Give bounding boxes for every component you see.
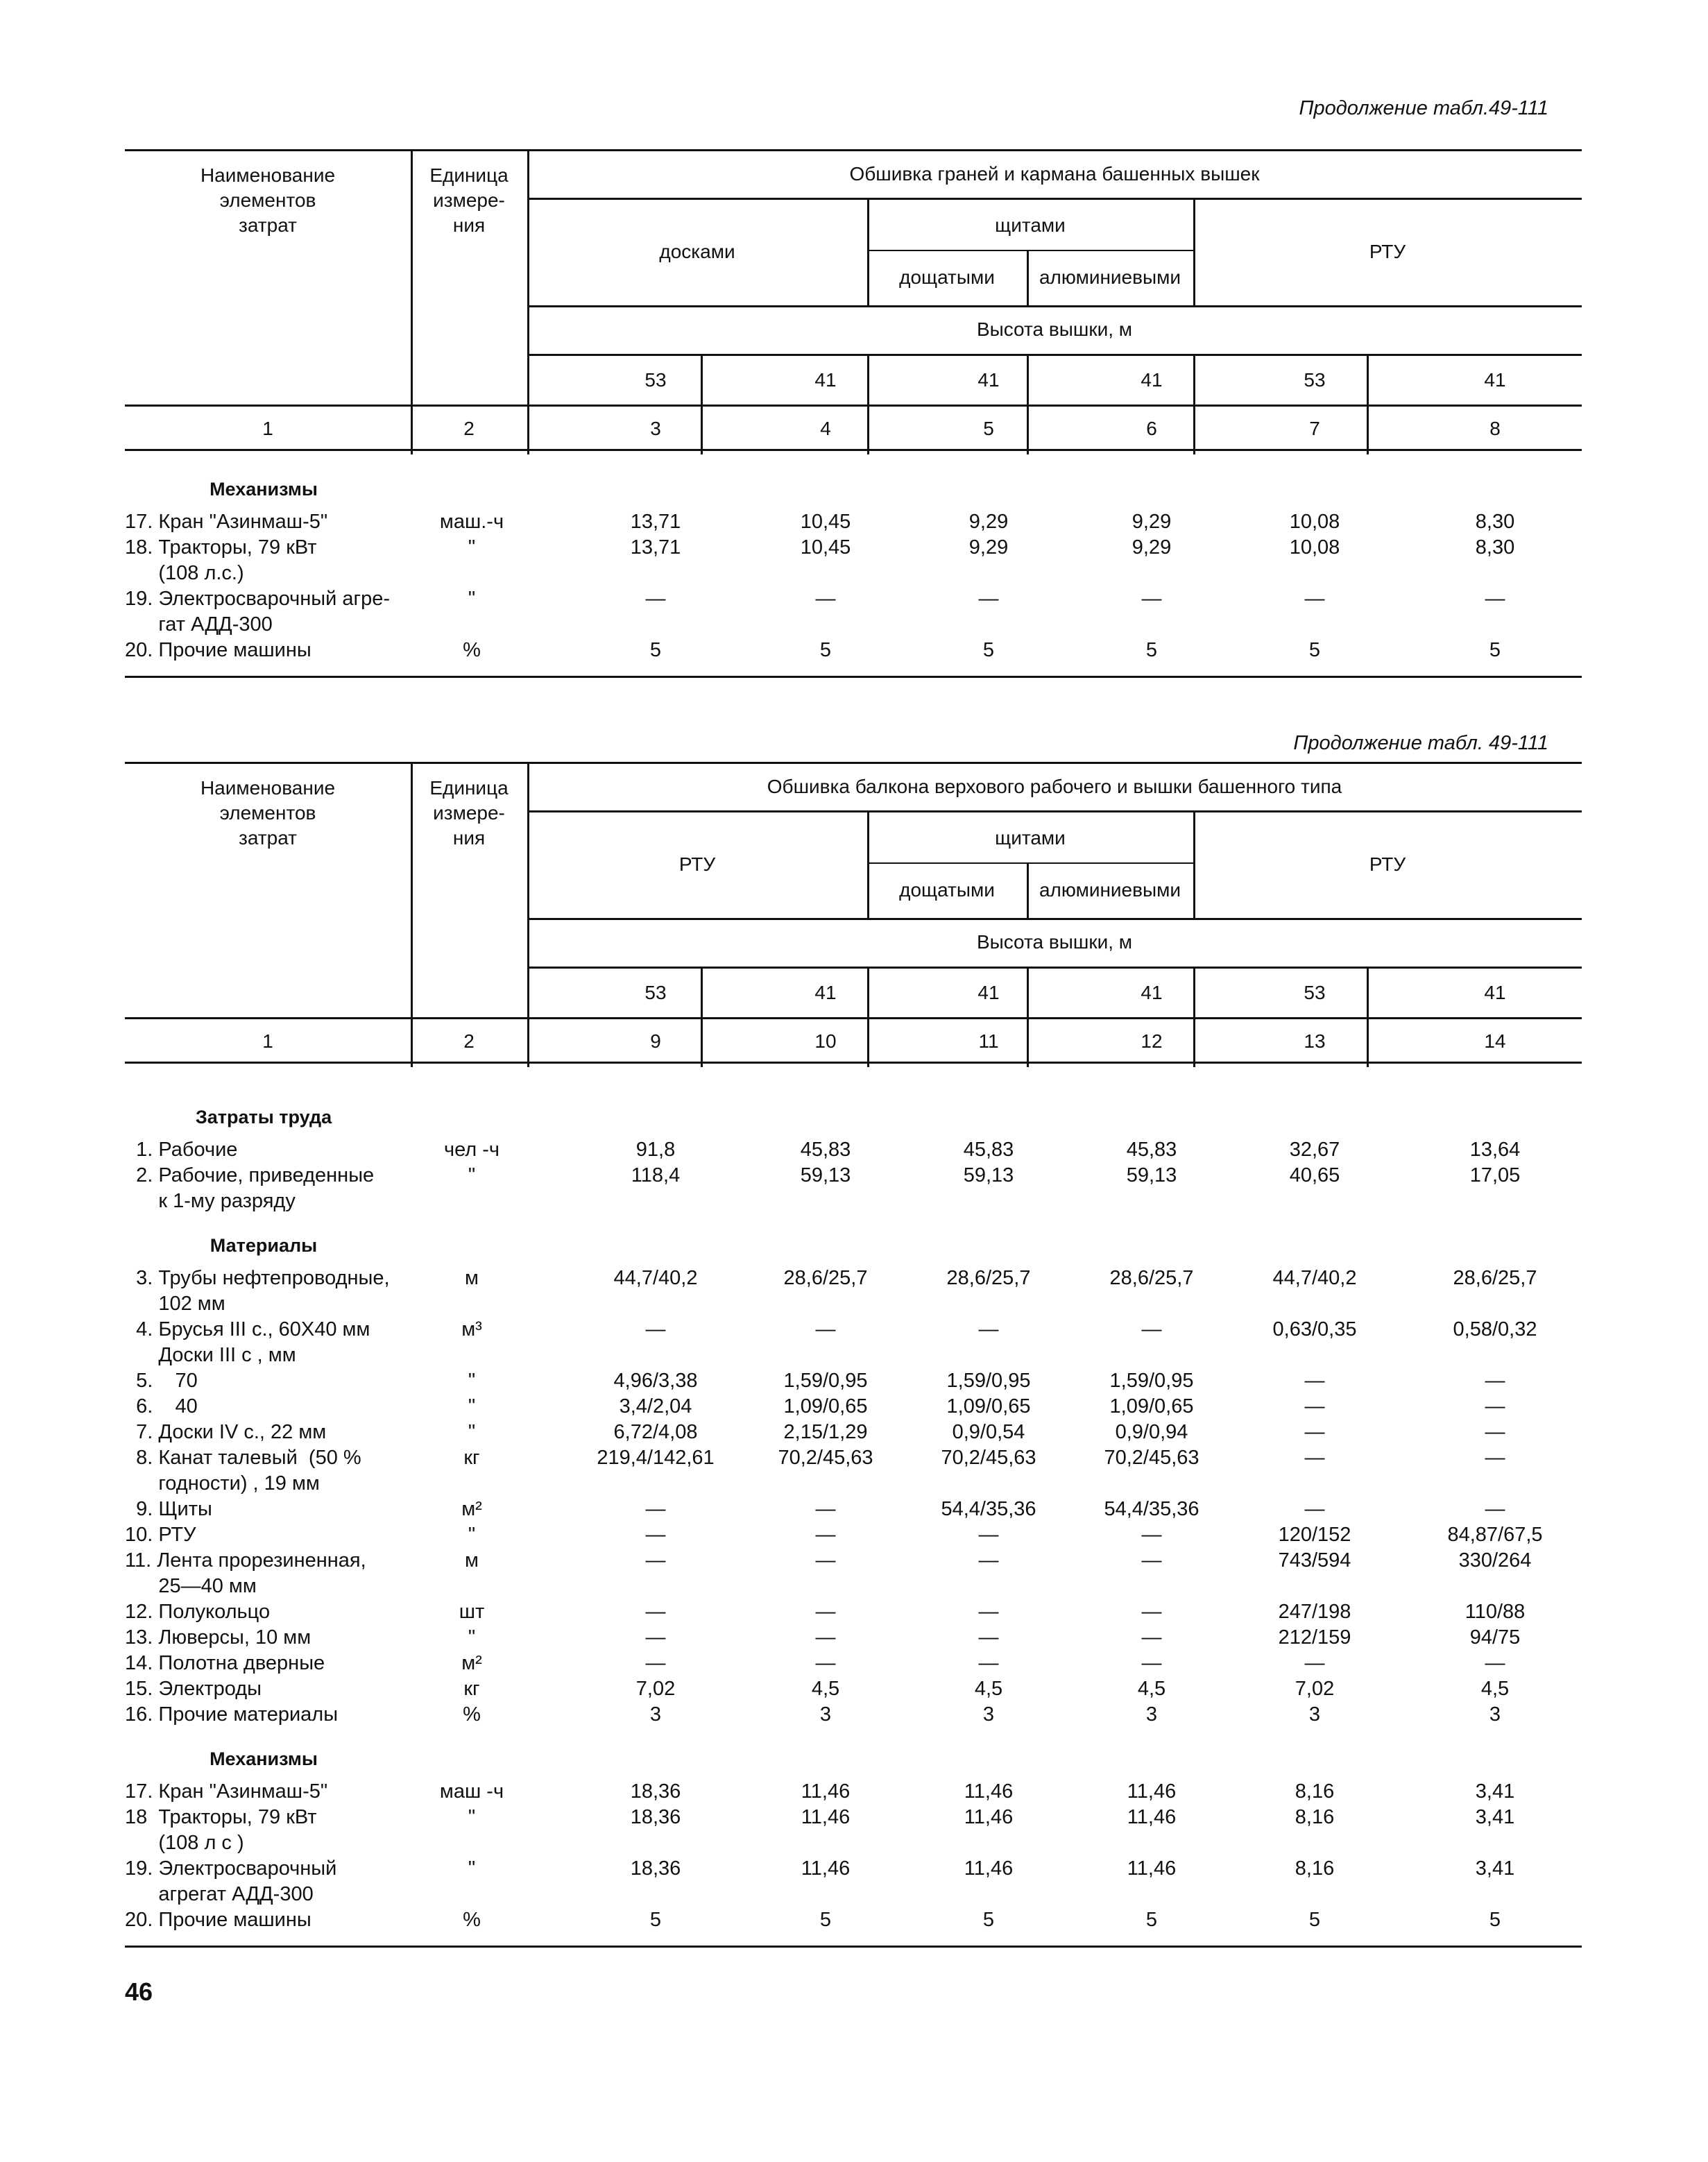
row-value: 1,09/0,65 (783, 1395, 868, 1418)
header-height-value: 53 (1304, 369, 1326, 391)
row-value: 13,71 (630, 511, 681, 533)
header-group-title: Обшивка балкона верхового рабочего и вышки башенного типа (767, 776, 1342, 797)
row-value: 4,96/3,38 (613, 1370, 698, 1392)
row-value: 743/594 (1278, 1549, 1351, 1572)
row-value: 9,29 (968, 536, 1009, 559)
row-value: 10,08 (1289, 536, 1340, 559)
row-name: 20. Прочие машины (125, 639, 311, 661)
row-value: 0,58/0,32 (1453, 1318, 1537, 1340)
table-bottom-rule (125, 1946, 1582, 1948)
row-value: — (1304, 1370, 1325, 1392)
row-value: 54,4/35,36 (1104, 1498, 1199, 1520)
row-name: 3. Трубы нефтепроводные, 102 мм (136, 1267, 390, 1315)
header-height-value: 41 (1141, 369, 1163, 391)
row-name: 18. Тракторы, 79 кВт (108 л.с.) (125, 536, 317, 584)
row-value: — (815, 1652, 836, 1674)
row-unit: % (463, 1703, 481, 1726)
page-number: 46 (125, 1977, 153, 2006)
row-value: — (815, 1524, 836, 1546)
header-height-title: Высота вышки, м (976, 931, 1133, 953)
row-value: 3 (1489, 1703, 1501, 1726)
row-value: 1,59/0,95 (783, 1370, 868, 1392)
row-value: 4,5 (811, 1678, 840, 1700)
header-column-number: 14 (1484, 1030, 1506, 1052)
row-value: 5 (1145, 1909, 1158, 1931)
row-name: 2. Рабочие, приведенные к 1-му разряду (136, 1164, 375, 1212)
row-value: — (1141, 1626, 1162, 1649)
row-value: 7,02 (635, 1678, 676, 1700)
row-unit: чел -ч (443, 1139, 500, 1161)
shields-rule (867, 250, 1193, 251)
header-column-number: 13 (1304, 1030, 1326, 1052)
table-bottom-rule (125, 676, 1582, 678)
row-unit: " (468, 1626, 476, 1649)
row-value: 18,36 (630, 1857, 681, 1880)
row-value: 5 (649, 1909, 662, 1931)
row-value: 9,29 (1131, 511, 1172, 533)
row-name: 19. Электросварочный агрегат АДД-300 (125, 1857, 337, 1905)
row-unit: кг (463, 1447, 480, 1469)
row-value: 212/159 (1278, 1626, 1351, 1649)
row-value: 2,15/1,29 (783, 1421, 868, 1443)
row-value: — (1141, 1652, 1162, 1674)
row-value: — (978, 1318, 999, 1340)
row-value: 5 (649, 639, 662, 661)
row-value: 45,83 (1126, 1139, 1177, 1161)
header-group-title: Обшивка граней и кармана башенных вышек (849, 163, 1260, 185)
row-value: 28,6/25,7 (783, 1267, 868, 1289)
row-unit: м (465, 1549, 479, 1572)
row-value: 45,83 (963, 1139, 1014, 1161)
row-value: 9,29 (1131, 536, 1172, 559)
row-value: 11,46 (801, 1857, 851, 1880)
row-name: 18 Тракторы, 79 кВт (108 л с ) (125, 1806, 317, 1854)
row-value: — (645, 1524, 666, 1546)
row-value: 4,5 (1137, 1678, 1166, 1700)
header-sub2b: алюминиевыми (1039, 266, 1181, 288)
row-value: 8,16 (1295, 1857, 1335, 1880)
row-value: 44,7/40,2 (1272, 1267, 1357, 1289)
row-value: 5 (1489, 639, 1501, 661)
row-value: 8,30 (1475, 511, 1515, 533)
vline-values (527, 762, 529, 1067)
header-unit-column: Единица измере- ния (429, 777, 509, 849)
numbers-bottom-rule (125, 449, 1582, 451)
row-name: 19. Электросварочный агре- гат АДД-300 (125, 588, 391, 636)
row-value: 3,41 (1475, 1806, 1515, 1828)
row-name: 7. Доски IV с., 22 мм (125, 1421, 327, 1443)
row-value: 3,41 (1475, 1780, 1515, 1803)
row-value: 28,6/25,7 (946, 1267, 1031, 1289)
row-value: 8,30 (1475, 536, 1515, 559)
row-value: — (978, 1601, 999, 1623)
row-value: 5 (982, 1909, 995, 1931)
header-sub2: щитами (995, 827, 1066, 849)
header-height-title: Высота вышки, м (976, 318, 1133, 340)
row-value: — (1304, 588, 1325, 610)
header-column-number: 5 (983, 418, 994, 439)
row-value: — (1485, 588, 1505, 610)
row-value: 0,9/0,54 (952, 1421, 1025, 1443)
row-unit: " (468, 1806, 476, 1828)
header-height-value: 41 (1141, 982, 1163, 1003)
row-value: — (1485, 1395, 1505, 1418)
row-value: 6,72/4,08 (613, 1421, 698, 1443)
vline-values (527, 149, 529, 454)
row-value: 18,36 (630, 1806, 681, 1828)
numbers-top-rule (125, 405, 1582, 407)
row-value: 120/152 (1278, 1524, 1351, 1546)
row-name: 12. Полукольцо (125, 1601, 271, 1623)
numbers-bottom-rule (125, 1062, 1582, 1064)
row-value: 59,13 (963, 1164, 1014, 1186)
row-value: — (1485, 1447, 1505, 1469)
row-unit: " (468, 1164, 476, 1186)
row-value: — (978, 1626, 999, 1649)
row-value: — (1304, 1498, 1325, 1520)
row-value: 28,6/25,7 (1453, 1267, 1537, 1289)
row-value: 18,36 (630, 1780, 681, 1803)
row-value: 32,67 (1289, 1139, 1340, 1161)
row-value: — (645, 1498, 666, 1520)
row-unit: м² (461, 1498, 482, 1520)
row-value: 11,46 (1127, 1857, 1177, 1880)
row-value: 94/75 (1469, 1626, 1521, 1649)
row-value: 11,46 (964, 1806, 1014, 1828)
header-column-number: 4 (820, 418, 831, 439)
row-value: 70,2/45,63 (1104, 1447, 1199, 1469)
row-unit: " (468, 1370, 476, 1392)
row-value: 0,63/0,35 (1272, 1318, 1357, 1340)
header-column-number: 2 (463, 418, 475, 439)
row-value: — (1141, 1524, 1162, 1546)
continuation-title-2: Продолжение табл. 49-111 (1293, 732, 1548, 754)
row-name: 15. Электроды (125, 1678, 262, 1700)
row-name: 4. Брусья III с., 60Х40 мм Доски III с , мм (136, 1318, 370, 1366)
row-value: 1,59/0,95 (1109, 1370, 1194, 1392)
row-value: 17,05 (1469, 1164, 1521, 1186)
header-name-column: Наименование элементов затрат (200, 164, 336, 236)
row-name: 17. Кран "Азинмаш-5" (125, 511, 328, 533)
row-value: 8,16 (1295, 1806, 1335, 1828)
row-name: 1. Рабочие (125, 1139, 238, 1161)
row-value: 3,41 (1475, 1857, 1515, 1880)
row-value: 28,6/25,7 (1109, 1267, 1194, 1289)
header-sub2: щитами (995, 214, 1066, 236)
row-value: — (1141, 1601, 1162, 1623)
row-name: 10. РТУ (125, 1524, 196, 1546)
row-value: — (815, 1626, 836, 1649)
row-value: 1,09/0,65 (1109, 1395, 1194, 1418)
row-value: 13,71 (630, 536, 681, 559)
numbers-top-rule (125, 1017, 1582, 1019)
header-top-rule (125, 149, 1582, 151)
row-value: 8,16 (1295, 1780, 1335, 1803)
header-height-value: 41 (814, 982, 837, 1003)
row-unit: кг (463, 1678, 480, 1700)
row-value: 40,65 (1289, 1164, 1340, 1186)
row-value: — (645, 1549, 666, 1572)
header-name-column: Наименование элементов затрат (200, 777, 336, 849)
row-value: 5 (1489, 1909, 1501, 1931)
row-value: — (1141, 1318, 1162, 1340)
row-name: 13. Люверсы, 10 мм (125, 1626, 311, 1649)
row-value: 10,08 (1289, 511, 1340, 533)
row-value: 7,02 (1295, 1678, 1335, 1700)
row-value: 0,9/0,94 (1115, 1421, 1188, 1443)
row-value: — (1485, 1652, 1505, 1674)
row-value: 91,8 (635, 1139, 676, 1161)
header-height-value: 41 (1484, 369, 1506, 391)
header-height-value: 41 (977, 982, 1000, 1003)
row-value: — (1304, 1447, 1325, 1469)
row-name: 5. 70 (125, 1370, 198, 1392)
row-unit: м (465, 1267, 479, 1289)
row-value: 1,09/0,65 (946, 1395, 1031, 1418)
row-value: — (1141, 1549, 1162, 1572)
row-unit: " (468, 536, 476, 559)
row-value: 10,45 (800, 536, 851, 559)
row-value: — (1485, 1498, 1505, 1520)
header-top-rule (125, 762, 1582, 764)
header-column-number: 6 (1146, 418, 1157, 439)
row-unit: " (468, 1421, 476, 1443)
row-value: 45,83 (800, 1139, 851, 1161)
row-value: 5 (982, 639, 995, 661)
row-value: — (815, 588, 836, 610)
header-column-number: 12 (1141, 1030, 1163, 1052)
header-unit-column: Единица измере- ния (429, 164, 509, 236)
continuation-title-1: Продолжение табл.49-111 (1299, 97, 1548, 119)
row-name: 17. Кран "Азинмаш-5" (125, 1780, 328, 1803)
row-value: — (815, 1549, 836, 1572)
row-value: 44,7/40,2 (613, 1267, 698, 1289)
row-value: 1,59/0,95 (946, 1370, 1031, 1392)
shields-rule (867, 862, 1193, 864)
row-value: — (978, 1652, 999, 1674)
row-unit: м³ (461, 1318, 482, 1340)
row-value: — (978, 588, 999, 610)
header-sub1: РТУ (678, 853, 716, 875)
row-value: — (645, 1626, 666, 1649)
row-value: 11,46 (801, 1780, 851, 1803)
group-rule (527, 810, 1582, 812)
row-value: 54,4/35,36 (941, 1498, 1036, 1520)
row-unit: " (468, 1524, 476, 1546)
row-value: — (645, 588, 666, 610)
row-value: 330/264 (1458, 1549, 1532, 1572)
header-column-number: 8 (1489, 418, 1501, 439)
row-value: 11,46 (1127, 1806, 1177, 1828)
row-value: — (815, 1318, 836, 1340)
row-value: — (978, 1549, 999, 1572)
row-value: 5 (1308, 1909, 1321, 1931)
row-value: — (1304, 1395, 1325, 1418)
row-value: 70,2/45,63 (941, 1447, 1036, 1469)
row-value: 5 (819, 1909, 832, 1931)
row-value: 3 (1308, 1703, 1321, 1726)
row-name: 14. Полотна дверные (125, 1652, 325, 1674)
row-value: 3 (819, 1703, 832, 1726)
row-value: 5 (1308, 639, 1321, 661)
section-title: Механизмы (210, 479, 318, 500)
header-column-number: 1 (262, 1030, 273, 1052)
row-name: 6. 40 (125, 1395, 198, 1418)
row-value: 13,64 (1469, 1139, 1521, 1161)
row-unit: " (468, 1857, 476, 1880)
header-height-value: 41 (1484, 982, 1506, 1003)
row-name: 9. Щиты (125, 1498, 212, 1520)
row-value: — (815, 1601, 836, 1623)
row-value: — (815, 1498, 836, 1520)
row-value: 9,29 (968, 511, 1009, 533)
row-value: — (1485, 1370, 1505, 1392)
header-sub3: РТУ (1369, 241, 1406, 262)
row-name: 11. Лента прорезиненная, 25—40 мм (125, 1549, 366, 1597)
row-value: 11,46 (801, 1806, 851, 1828)
header-column-number: 9 (650, 1030, 661, 1052)
row-value: 3 (649, 1703, 662, 1726)
row-value: 84,87/67,5 (1447, 1524, 1543, 1546)
row-value: 3 (1145, 1703, 1158, 1726)
header-sub2a: дощатыми (899, 879, 995, 901)
row-value: — (645, 1601, 666, 1623)
row-value: — (1304, 1652, 1325, 1674)
section-title: Механизмы (210, 1748, 318, 1769)
row-value: 11,46 (1127, 1780, 1177, 1803)
row-value: — (1141, 588, 1162, 610)
row-value: 11,46 (964, 1857, 1014, 1880)
group-rule (527, 198, 1582, 200)
row-value: — (645, 1318, 666, 1340)
row-value: 5 (819, 639, 832, 661)
row-value: 11,46 (964, 1780, 1014, 1803)
row-value: 59,13 (800, 1164, 851, 1186)
header-sub3: РТУ (1369, 853, 1406, 875)
row-value: 70,2/45,63 (778, 1447, 873, 1469)
header-column-number: 10 (814, 1030, 837, 1052)
row-value: 10,45 (800, 511, 851, 533)
row-unit: " (468, 1395, 476, 1418)
section-title: Затраты труда (195, 1107, 332, 1127)
section-title: Материалы (210, 1235, 318, 1256)
row-value: 118,4 (631, 1164, 681, 1186)
row-value: 4,5 (1480, 1678, 1510, 1700)
row-value: — (978, 1524, 999, 1546)
height-top-rule (527, 918, 1582, 920)
header-column-number: 3 (650, 418, 661, 439)
row-value: 3 (982, 1703, 995, 1726)
row-value: — (645, 1652, 666, 1674)
row-value: 3,4/2,04 (619, 1395, 692, 1418)
row-unit: % (463, 639, 481, 661)
header-height-value: 53 (644, 369, 667, 391)
header-height-value: 41 (977, 369, 1000, 391)
header-sub1: досками (659, 241, 735, 262)
height-top-rule (527, 305, 1582, 307)
row-name: 8. Канат талевый (50 % годности) , 19 мм (136, 1447, 361, 1495)
row-value: 59,13 (1126, 1164, 1177, 1186)
row-name: 20. Прочие машины (125, 1909, 311, 1931)
height-bottom-rule (527, 354, 1582, 356)
row-value: 219,4/142,61 (597, 1447, 715, 1469)
row-unit: маш.-ч (439, 511, 504, 533)
row-unit: маш -ч (439, 1780, 504, 1803)
row-name: 16. Прочие материалы (125, 1703, 339, 1726)
header-height-value: 53 (1304, 982, 1326, 1003)
header-column-number: 11 (978, 1030, 999, 1052)
header-column-number: 1 (262, 418, 273, 439)
row-value: 247/198 (1278, 1601, 1351, 1623)
row-unit: " (468, 588, 476, 610)
row-value: 5 (1145, 639, 1158, 661)
row-value: 4,5 (974, 1678, 1003, 1700)
header-column-number: 7 (1309, 418, 1320, 439)
row-value: 110/88 (1464, 1601, 1526, 1623)
row-unit: м² (461, 1652, 482, 1674)
header-height-value: 53 (644, 982, 667, 1003)
header-sub2a: дощатыми (899, 266, 995, 288)
row-unit: % (463, 1909, 481, 1931)
header-height-value: 41 (814, 369, 837, 391)
row-value: — (1304, 1421, 1325, 1443)
header-column-number: 2 (463, 1030, 475, 1052)
height-bottom-rule (527, 967, 1582, 969)
header-sub2b: алюминиевыми (1039, 879, 1181, 901)
row-value: — (1485, 1421, 1505, 1443)
row-unit: шт (459, 1601, 485, 1623)
